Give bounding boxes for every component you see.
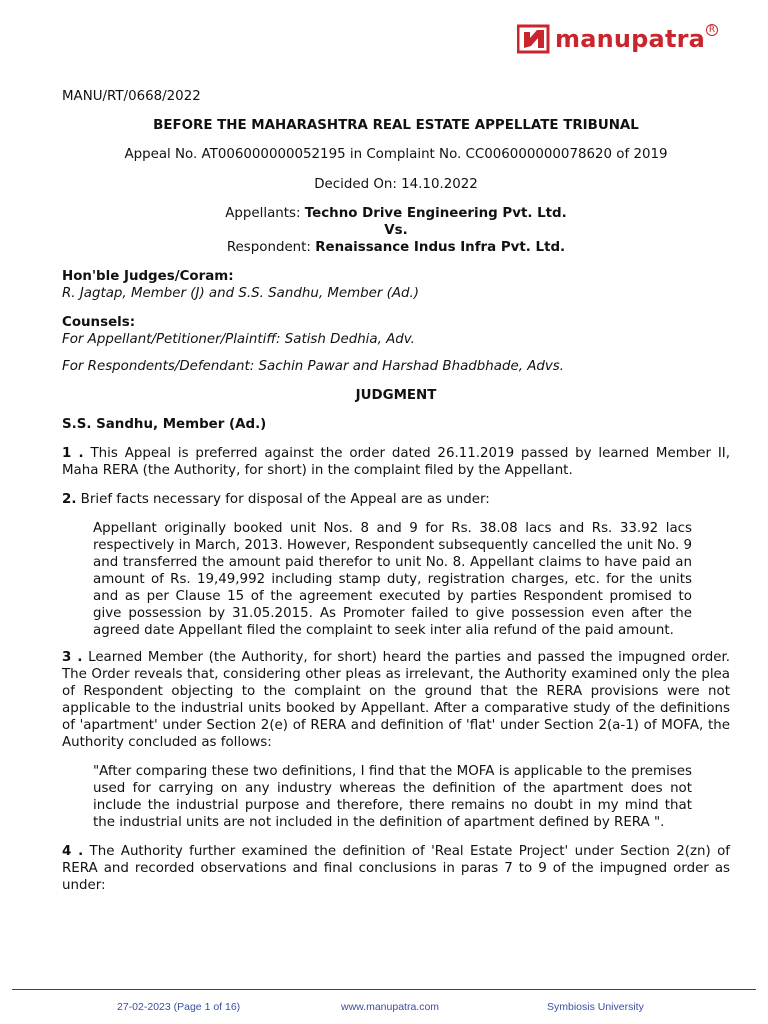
paragraph-2-number: 2. bbox=[62, 492, 77, 507]
brand-name: manupatra bbox=[555, 25, 706, 53]
paragraph-4-text: The Authority further examined the definition of 'Real Estate Project' under Section 2(zn) of RERA and recorded observations and final conclusions in paras 7 to 9 of the impugned order as under: bbox=[62, 844, 730, 893]
footer-licensee: Symbiosis University bbox=[547, 1001, 644, 1013]
counsel-appellant: For Appellant/Petitioner/Plaintiff: Satish Dedhia, Adv. bbox=[62, 332, 415, 347]
judgment-heading: JUDGMENT bbox=[355, 388, 437, 403]
respondent-label: Respondent: bbox=[226, 240, 316, 255]
coram-heading: Hon'ble Judges/Coram: bbox=[62, 269, 234, 284]
paragraph-3-quote: "After comparing these two definitions, I find that the MOFA is applicable to the premises used for carrying on any industry whereas the definition of the apartment does not include the industrial purpose and therefore, there remains no doubt in my mind that the industrial units are not included in the definition of apartment defined by RERA ". bbox=[93, 764, 692, 830]
appellants-label: Appellants: bbox=[225, 206, 305, 221]
coram-text: R. Jagtap, Member (J) and S.S. Sandhu, Member (Ad.) bbox=[62, 286, 420, 301]
paragraph-2-text: Brief facts necessary for disposal of the Appeal are as under: bbox=[76, 492, 490, 507]
footer-website-link[interactable]: www.manupatra.com bbox=[341, 1001, 440, 1013]
registered-mark: R bbox=[706, 24, 718, 36]
paragraph-3-text: Learned Member (the Authority, for short) heard the parties and passed the impugned order. The Order reveals that, considering other pleas as irrelevant, the Authority examined only the plea of Respondent objecting to the complaint on the ground that the RERA provisions were not applicable to the industrial units booked by Appellant. After a comparative study of the definitions of 'apartment' under Section 2(e) of RERA and definition of 'flat' under Section 2(a-1) of MOFA, the Authority concluded as follows: bbox=[62, 650, 730, 750]
counsel-respondent: For Respondents/Defendant: Sachin Pawar and Harshad Bhadbhade, Advs. bbox=[62, 359, 565, 374]
appeal-line: Appeal No. AT006000000052195 in Complaint No. CC006000000078620 of 2019 bbox=[124, 147, 668, 162]
paragraph-1-text: This Appeal is preferred against the order dated 26.11.2019 passed by learned Member II, Maha RERA (the Authority, for short) in the complaint filed by the Appellant. bbox=[62, 446, 730, 478]
paragraph-2-facts: Appellant originally booked unit Nos. 8 and 9 for Rs. 38.08 lacs and Rs. 33.92 lacs respectively in March, 2013. However, Respondent subsequently cancelled the unit No. 9 and transferred the amount paid therefor to unit No. 8. Appellant claims to have paid an amount of Rs. 19,49,992 including stamp duty, registration charges, etc. for the units and as per Clause 15 of the agreement executed by parties Respondent promised to give possession by 31.05.2015. As Promoter failed to give possession even after the agreed date Appellant filed the complaint to seek inter alia refund of the paid amount. bbox=[93, 521, 692, 638]
versus: Vs. bbox=[384, 223, 408, 238]
footer-divider bbox=[12, 989, 756, 990]
judgment-author: S.S. Sandhu, Member (Ad.) bbox=[62, 417, 267, 432]
footer-date-page: 27-02-2023 (Page 1 of 16) bbox=[117, 1001, 241, 1013]
document-body bbox=[62, 88, 730, 894]
citation: MANU/RT/0668/2022 bbox=[62, 89, 201, 104]
respondent-name: Renaissance Indus Infra Pvt. Ltd. bbox=[315, 240, 566, 255]
decided-on: Decided On: 14.10.2022 bbox=[314, 177, 478, 192]
counsels-heading: Counsels: bbox=[62, 315, 136, 330]
paragraph-1 bbox=[62, 445, 730, 479]
manupatra-logo bbox=[517, 22, 718, 56]
appellants-name: Techno Drive Engineering Pvt. Ltd. bbox=[304, 206, 567, 221]
parties-block bbox=[62, 205, 730, 256]
court-heading: BEFORE THE MAHARASHTRA REAL ESTATE APPELLATE TRIBUNAL bbox=[153, 118, 639, 133]
paragraph-3-number: 3 . bbox=[62, 650, 83, 665]
paragraph-2 bbox=[62, 491, 730, 508]
paragraph-1-number: 1 . bbox=[62, 446, 84, 461]
paragraph-3 bbox=[62, 649, 730, 751]
manupatra-logo-icon bbox=[517, 24, 551, 54]
paragraph-4 bbox=[62, 843, 730, 894]
paragraph-4-number: 4 . bbox=[62, 844, 84, 859]
